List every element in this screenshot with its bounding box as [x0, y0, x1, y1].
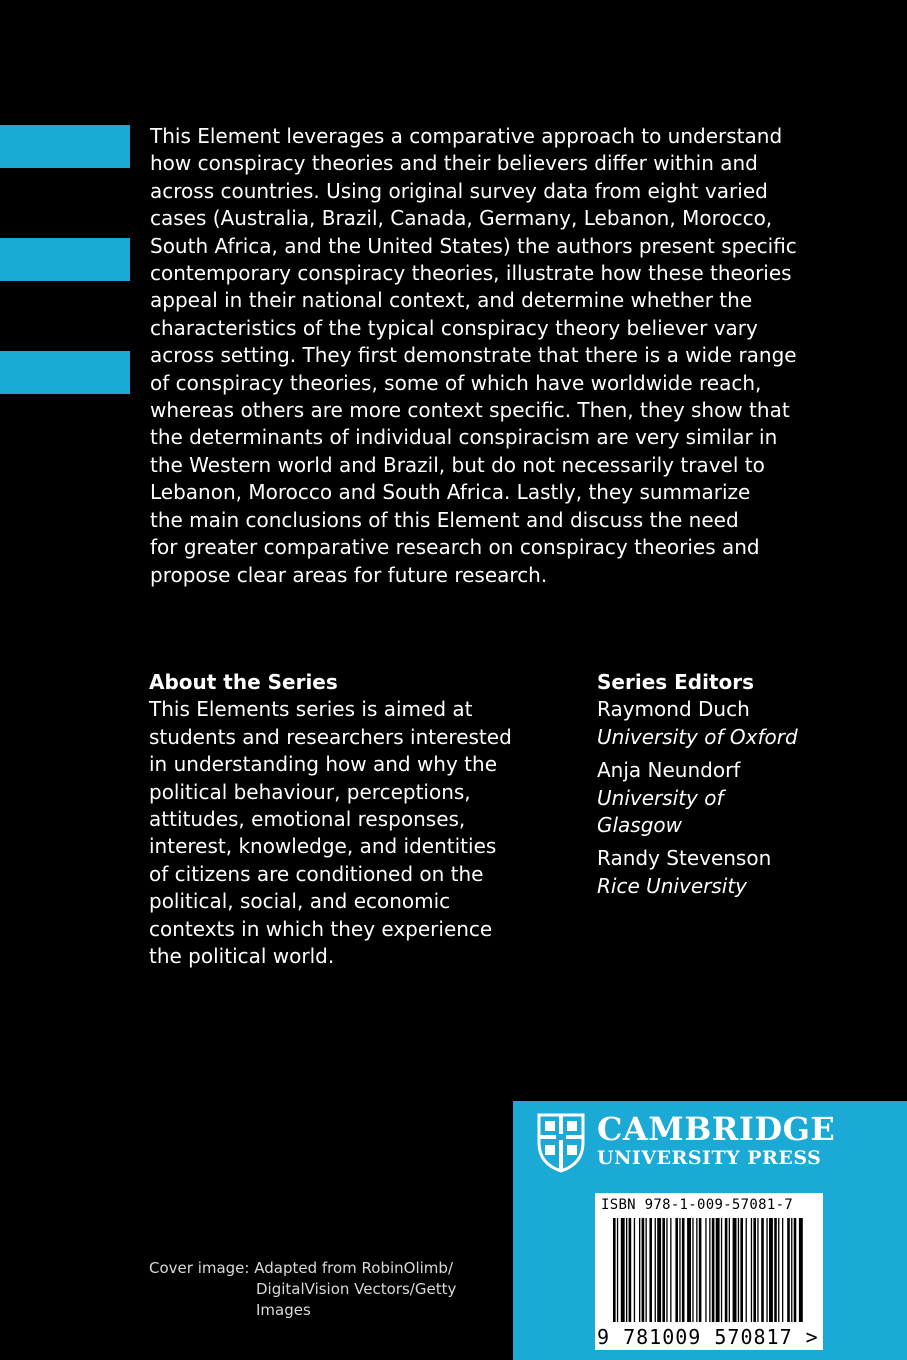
- isbn-label: ISBN 978-1-009-57081-7: [601, 1197, 794, 1213]
- blurb-line: whereas others are more context specific. Then, they show that: [150, 398, 790, 423]
- about-line: students and researchers interested: [149, 724, 512, 749]
- cambridge-shield-icon: [537, 1113, 585, 1173]
- blurb-line: of conspiracy theories, some of which have worldwide reach,: [150, 370, 762, 395]
- blurb-line: contemporary conspiracy theories, illustrate how these theories: [150, 261, 792, 286]
- series-editors-heading: Series Editors: [597, 670, 755, 694]
- accent-bar-bottom: [0, 351, 130, 394]
- editor-name: Anja Neundorf: [597, 758, 741, 783]
- about-line: contexts in which they experience: [149, 916, 493, 941]
- isbn-barcode: [595, 1193, 823, 1350]
- accent-bar-top: [0, 125, 130, 168]
- credit-line: Cover image: Adapted from RobinOlimb/: [149, 1259, 453, 1277]
- editor-affiliation: University of: [597, 785, 724, 810]
- series-editors-section: [597, 669, 857, 900]
- blurb-line: appeal in their national context, and determine whether the: [150, 288, 753, 313]
- blurb-line: how conspiracy theories and their believers differ within and: [150, 151, 758, 176]
- publisher-panel: [513, 1101, 907, 1360]
- publisher-name-line1: CAMBRIDGE: [597, 1110, 836, 1148]
- blurb-line: across setting. They first demonstrate that there is a wide range: [150, 343, 797, 368]
- blurb-line: the Western world and Brazil, but do not necessarily travel to: [150, 452, 765, 477]
- credit-line: Images: [256, 1301, 311, 1319]
- editor-name: Randy Stevenson: [597, 846, 772, 871]
- editor-entry: [597, 845, 857, 900]
- book-blurb: [150, 123, 840, 589]
- cover-image-credit: [149, 1258, 456, 1321]
- publisher-name-line2: UNIVERSITY PRESS: [597, 1147, 822, 1169]
- blurb-line: across countries. Using original survey data from eight varied: [150, 178, 768, 203]
- editor-entry: [597, 696, 857, 751]
- blurb-line: Lebanon, Morocco and South Africa. Lastly, they summarize: [150, 480, 751, 505]
- about-line: the political world.: [149, 944, 335, 969]
- editor-name: Raymond Duch: [597, 697, 750, 722]
- credit-line: DigitalVision Vectors/Getty: [256, 1280, 457, 1298]
- blurb-line: characteristics of the typical conspiracy theory believer vary: [150, 315, 758, 340]
- blurb-line: cases (Australia, Brazil, Canada, Germany, Lebanon, Morocco,: [150, 206, 773, 231]
- blurb-line: for greater comparative research on conspiracy theories and: [150, 535, 760, 560]
- barcode-bars: [613, 1218, 805, 1328]
- about-line: in understanding how and why the: [149, 752, 497, 777]
- publisher-name: [597, 1111, 835, 1169]
- about-line: political, social, and economic: [149, 889, 451, 914]
- about-line: of citizens are conditioned on the: [149, 861, 484, 886]
- about-line: interest, knowledge, and identities: [149, 834, 497, 859]
- blurb-line: propose clear areas for future research.: [150, 562, 548, 587]
- about-series-section: [149, 669, 549, 970]
- editor-affiliation: Glasgow: [597, 813, 683, 838]
- accent-bar-middle: [0, 238, 130, 281]
- editor-affiliation: Rice University: [597, 873, 747, 898]
- editor-entry: [597, 757, 857, 839]
- blurb-line: the main conclusions of this Element and discuss the need: [150, 507, 739, 532]
- blurb-line: South Africa, and the United States) the authors present specific: [150, 233, 797, 258]
- barcode-digits: 9 781009 570817 >: [597, 1325, 819, 1349]
- about-line: political behaviour, perceptions,: [149, 779, 471, 804]
- about-series-heading: About the Series: [149, 670, 338, 694]
- about-line: This Elements series is aimed at: [149, 697, 473, 722]
- blurb-line: the determinants of individual conspiracism are very similar in: [150, 425, 778, 450]
- blurb-line: This Element leverages a comparative approach to understand: [150, 124, 783, 148]
- about-line: attitudes, emotional responses,: [149, 807, 466, 832]
- editor-affiliation: University of Oxford: [597, 724, 798, 749]
